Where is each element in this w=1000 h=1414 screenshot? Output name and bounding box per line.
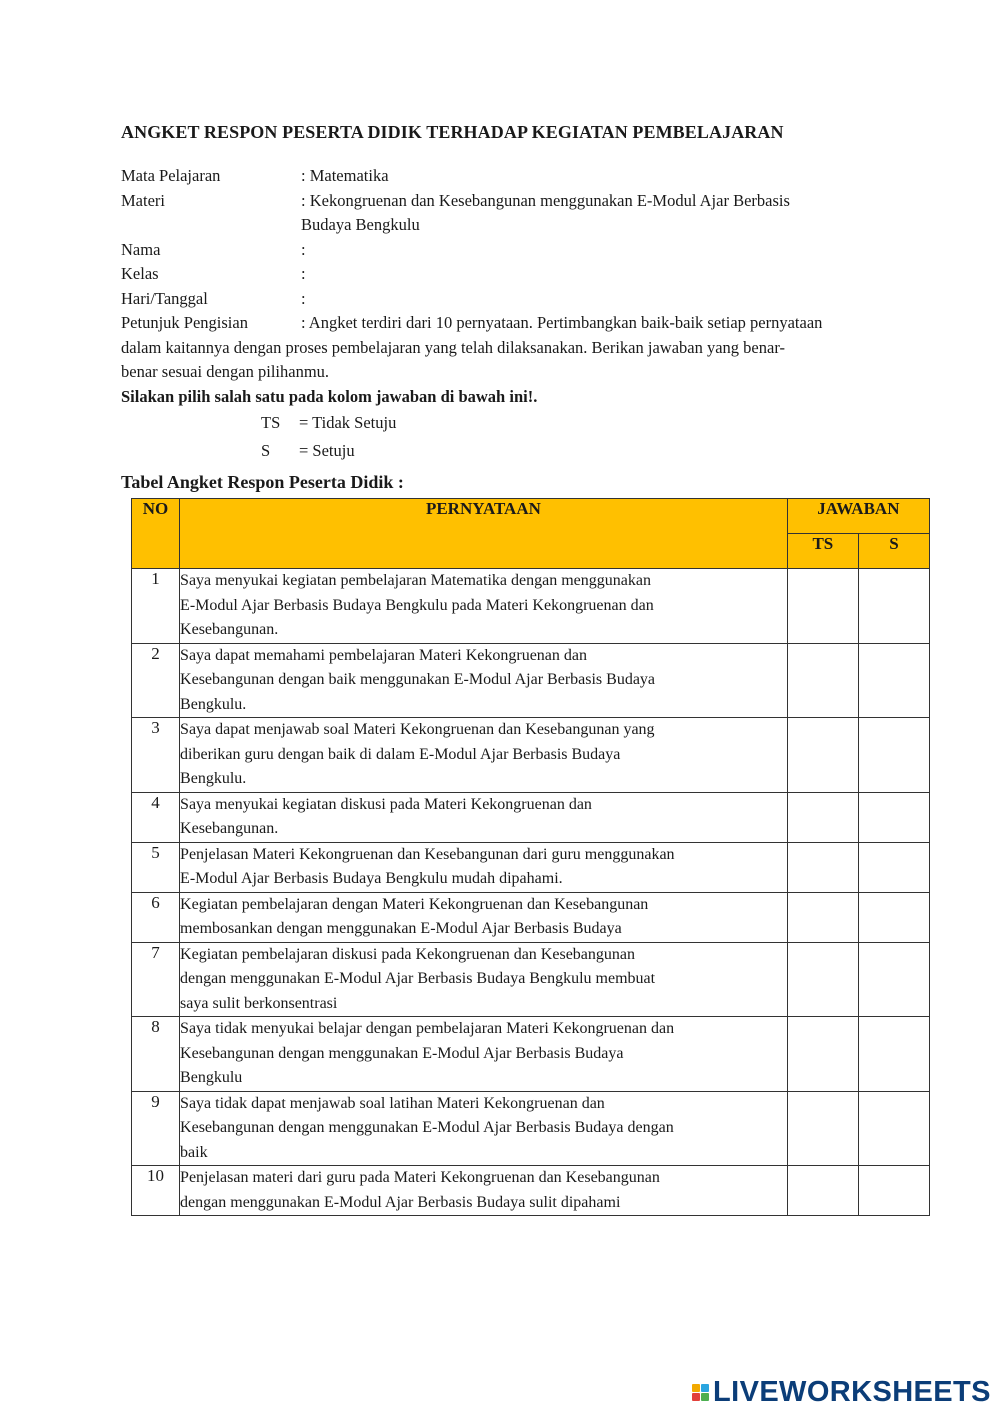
header-pernyataan: PERNYATAAN: [180, 499, 788, 569]
statement-cell: [180, 1017, 788, 1092]
header-jawaban: JAWABAN: [787, 499, 929, 534]
header-s: S: [858, 534, 929, 569]
materi-value: : Kekongruenan dan Kesebangunan menggunakan E-Modul Ajar Berbasis: [301, 190, 790, 210]
statement-cell: [180, 1091, 788, 1166]
table-row: [132, 718, 930, 793]
answer-s-cell[interactable]: [858, 892, 929, 942]
statement-cell: [180, 718, 788, 793]
answer-ts-cell[interactable]: [787, 569, 858, 644]
materi-continuation: Budaya Bengkulu: [301, 215, 420, 234]
header-ts: TS: [787, 534, 858, 569]
answer-s-cell[interactable]: [858, 1017, 929, 1092]
answer-s-cell[interactable]: [858, 942, 929, 1017]
legend-key: TS: [261, 413, 281, 432]
liveworksheets-logo: [692, 1376, 991, 1409]
statement-line: Saya tidak dapat menjawab soal latihan Materi Kekongruenan dan: [180, 1094, 605, 1112]
header-row: [132, 499, 930, 534]
legend-desc: = Tidak Setuju: [299, 413, 397, 432]
logo-text: LIVEWORKSHEETS: [713, 1376, 991, 1408]
row-number: 5: [132, 842, 180, 892]
kelas-value: :: [301, 264, 306, 283]
statement-line: Kegiatan pembelajaran diskusi pada Kekongruenan dan Kesebangunan: [180, 945, 635, 963]
statement-line: Penjelasan Materi Kekongruenan dan Kesebangunan dari guru menggunakan: [180, 845, 675, 863]
statement-line: Kesebangunan dengan menggunakan E-Modul Ajar Berbasis Budaya dengan: [180, 1119, 674, 1136]
row-number: 8: [132, 1017, 180, 1092]
logo-grid-icon: [692, 1384, 709, 1401]
statement-cell: [180, 1166, 788, 1216]
statement-line: E-Modul Ajar Berbasis Budaya Bengkulu pada Materi Kekongruenan dan: [180, 596, 654, 614]
row-number: 7: [132, 942, 180, 1017]
table-row: [132, 643, 930, 718]
statement-line: Kesebangunan dengan menggunakan E-Modul Ajar Berbasis Budaya: [180, 1044, 624, 1062]
statement-line: Kegiatan pembelajaran dengan Materi Kekongruenan dan Kesebangunan: [180, 895, 649, 913]
row-number: 4: [132, 792, 180, 842]
answer-s-cell[interactable]: [858, 842, 929, 892]
table-row: [132, 892, 930, 942]
answer-ts-cell[interactable]: [787, 1166, 858, 1216]
answer-ts-cell[interactable]: [787, 892, 858, 942]
statement-line: membosankan dengan menggunakan E-Modul Ajar Berbasis Budaya: [180, 920, 622, 937]
mapel-label: Mata Pelajaran: [121, 166, 221, 185]
hari-value: :: [301, 288, 306, 308]
row-number: 1: [132, 569, 180, 644]
row-number: 10: [132, 1166, 180, 1216]
statement-line: Saya menyukai kegiatan pembelajaran Matematika dengan menggunakan: [180, 572, 651, 589]
statement-line: dengan menggunakan E-Modul Ajar Berbasis Budaya sulit dipahami: [180, 1193, 621, 1211]
legend-key: S: [261, 441, 271, 460]
row-number: 2: [132, 643, 180, 718]
statement-cell: [180, 569, 788, 644]
statement-line: Kesebangunan dengan baik menggunakan E-Modul Ajar Berbasis Budaya: [180, 671, 656, 688]
kelas-row: [121, 262, 881, 287]
answer-ts-cell[interactable]: [787, 842, 858, 892]
table-title: Tabel Angket Respon Peserta Didik :: [121, 472, 404, 492]
petunjuk-continuation-2: benar sesuai dengan pilihanmu.: [121, 362, 330, 381]
header-no: NO: [132, 499, 180, 569]
answer-ts-cell[interactable]: [787, 643, 858, 718]
statement-line: Saya tidak menyukai belajar dengan pembelajaran Materi Kekongruenan dan: [180, 1020, 675, 1037]
row-number: 9: [132, 1091, 180, 1166]
legend-desc: = Setuju: [299, 441, 355, 460]
answer-ts-cell[interactable]: [787, 792, 858, 842]
statement-line: Bengkulu: [180, 1069, 243, 1086]
answer-ts-cell[interactable]: [787, 1017, 858, 1092]
hari-label: Hari/Tanggal: [121, 288, 208, 308]
petunjuk-label: Petunjuk Pengisian: [121, 313, 248, 332]
legend-ts: [261, 409, 881, 437]
row-number: 6: [132, 892, 180, 942]
answer-s-cell[interactable]: [858, 1091, 929, 1166]
mapel-value: : Matematika: [301, 166, 389, 185]
statement-line: Saya dapat menjawab soal Materi Kekongruenan dan Kesebangunan yang: [180, 721, 655, 738]
table-row: [132, 842, 930, 892]
table-row: [132, 1017, 930, 1092]
petunjuk-value: : Angket terdiri dari 10 pernyataan. Pertimbangkan baik-baik setiap pernyataan: [301, 313, 823, 332]
statement-line: baik: [180, 1143, 208, 1161]
statement-line: Penjelasan materi dari guru pada Materi Kekongruenan dan Kesebangunan: [180, 1169, 660, 1186]
mapel-row: [121, 164, 881, 189]
answer-s-cell[interactable]: [858, 718, 929, 793]
materi-row: [121, 189, 881, 214]
statement-cell: [180, 842, 788, 892]
table-row: [132, 792, 930, 842]
answer-ts-cell[interactable]: [787, 942, 858, 1017]
statement-line: Saya dapat memahami pembelajaran Materi Kekongruenan dan: [180, 646, 587, 664]
petunjuk-row: [121, 311, 881, 336]
survey-table: [131, 498, 930, 1216]
statement-cell: [180, 942, 788, 1017]
document-title: ANGKET RESPON PESERTA DIDIK TERHADAP KEGIATAN PEMBELAJARAN: [121, 122, 784, 142]
table-row: [132, 569, 930, 644]
table-row: [132, 1091, 930, 1166]
materi-label: Materi: [121, 190, 165, 210]
statement-cell: [180, 792, 788, 842]
legend-s: [261, 437, 881, 465]
statement-line: Saya menyukai kegiatan diskusi pada Materi Kekongruenan dan: [180, 795, 592, 813]
nama-value: :: [301, 239, 306, 259]
kelas-label: Kelas: [121, 264, 159, 283]
statement-line: saya sulit berkonsentrasi: [180, 994, 338, 1012]
answer-s-cell[interactable]: [858, 569, 929, 644]
row-number: 3: [132, 718, 180, 793]
answer-s-cell[interactable]: [858, 643, 929, 718]
nama-label: Nama: [121, 239, 161, 259]
survey-body: [132, 569, 930, 1216]
table-row: [132, 942, 930, 1017]
statement-line: E-Modul Ajar Berbasis Budaya Bengkulu mudah dipahami.: [180, 870, 563, 887]
hari-row: [121, 287, 881, 312]
instruction-bold: Silakan pilih salah satu pada kolom jawaban di bawah ini!.: [121, 386, 538, 406]
answer-s-cell[interactable]: [858, 1166, 929, 1216]
petunjuk-continuation-1: dalam kaitannya dengan proses pembelajaran yang telah dilaksanakan. Berikan jawaban yang benar-: [121, 337, 785, 357]
statement-line: Bengkulu.: [180, 695, 247, 713]
table-row: [132, 1166, 930, 1216]
answer-ts-cell[interactable]: [787, 718, 858, 793]
answer-s-cell[interactable]: [858, 792, 929, 842]
meta-info: [121, 164, 881, 465]
statement-cell: [180, 892, 788, 942]
statement-cell: [180, 643, 788, 718]
statement-line: Kesebangunan.: [180, 621, 279, 638]
nama-row: [121, 238, 881, 263]
statement-line: dengan menggunakan E-Modul Ajar Berbasis Budaya Bengkulu membuat: [180, 970, 656, 987]
answer-ts-cell[interactable]: [787, 1091, 858, 1166]
statement-line: diberikan guru dengan baik di dalam E-Modul Ajar Berbasis Budaya: [180, 745, 621, 763]
statement-line: Bengkulu.: [180, 770, 247, 787]
legend: [261, 409, 881, 465]
statement-line: Kesebangunan.: [180, 820, 279, 837]
